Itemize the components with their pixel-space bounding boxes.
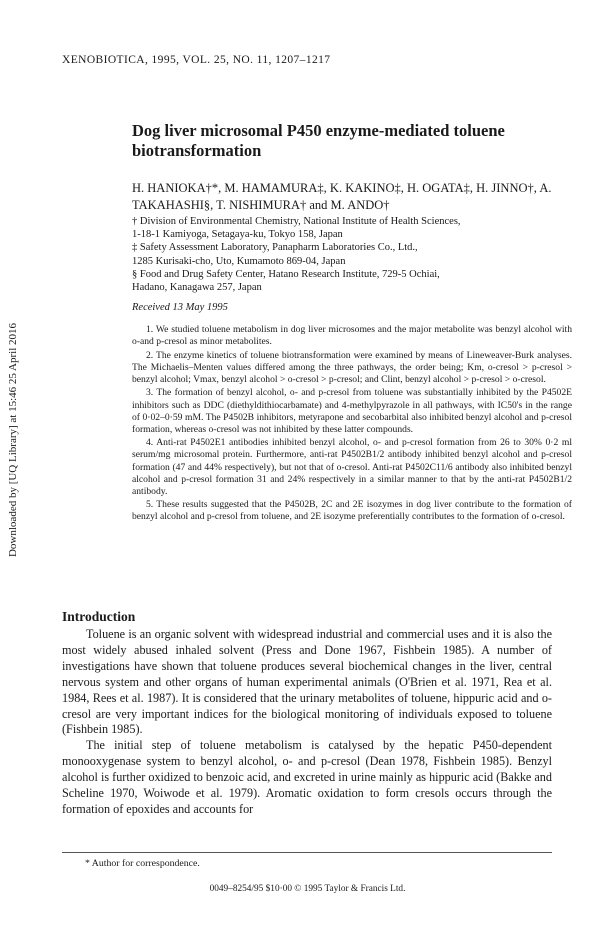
affiliation-line: 1285 Kurisaki-cho, Uto, Kumamoto 869-04, Japan [132,255,346,267]
abstract-point: 1. We studied toluene metabolism in dog liver microsomes and the major metabolite was benzyl alcohol with o-and p-cresol as minor metabolites. [132,324,572,348]
abstract [132,324,572,525]
running-head: XENOBIOTICA, 1995, VOL. 25, NO. 11, 1207–1217 [62,54,331,66]
download-watermark-text: Downloaded by [UQ Library] at 15:46 25 April 2016 [7,322,19,558]
section-heading-introduction: Introduction [62,609,136,624]
article-title: Dog liver microsomal P450 enzyme-mediated toluene biotransformation [132,121,505,160]
introduction-body [62,627,552,818]
download-watermark [1,230,25,650]
correspondence-footnote: * Author for correspondence. [85,858,200,869]
abstract-point: 2. The enzyme kinetics of toluene biotransformation were examined by means of Lineweaver-Burk analyses. The Michaelis–Menten values differed among the three pathways, the order being; Km, o-cresol > p-cresol > benzyl alcohol; Vmax, benzyl alcohol > o-cresol > p-cresol; and Clint, benzyl alcohol > p-cresol > o-cresol. [132,349,572,385]
copyright-line: 0049–8254/95 $10·00 © 1995 Taylor & Francis Ltd. [209,884,406,894]
affiliation-line: ‡ Safety Assessment Laboratory, Panapharm Laboratories Co., Ltd., [132,242,418,254]
body-paragraph: Toluene is an organic solvent with widespread industrial and commercial uses and it is also the most widely abused inhaled solvent (Press and Done 1967, Fishbein 1985). A number of investigations have shown that toluene produces several biochemical changes in the liver, central nervous system and other organs of human experimental animals (O'Brien et al. 1971, Rea et al. 1984, Rees et al. 1987). It is considered that the urinary metabolites of toluene, hippuric acid and o-cresol are very important indices for the biological monitoring of individuals exposed to toluene (Fishbein 1985). [62,627,552,737]
affiliation-line: 1-18-1 Kamiyoga, Setagaya-ku, Tokyo 158, Japan [132,229,343,241]
author-list: H. HANIOKA†*, M. HAMAMURA‡, K. KAKINO‡, H. OGATA‡, H. JINNO†, A. TAKAHASHI§, T. NISHIMURA† and M. ANDO† [132,181,552,212]
affiliations [132,215,572,294]
abstract-point: 3. The formation of benzyl alcohol, o- and p-cresol from toluene was substantially inhibited by the P4502E inhibitors such as DDC (diethyldithiocarbamate) and 4-methylpyrazole in all pathways, with IC50's in the range of 0·02–0·59 mM. The P4502B inhibitors, metyrapone and secobarbital also inhibited benzyl alcohol and p-cresol formation, whereas o-cresol was not inhibited by these latter compounds. [132,387,572,435]
abstract-point: 5. These results suggested that the P4502B, 2C and 2E isozymes in dog liver contribute to the formation of benzyl alcohol and p-cresol from toluene, and 2E isozyme preferentially contributes to the formation of o-cresol. [132,499,572,523]
footnote-rule [62,852,552,853]
body-paragraph: The initial step of toluene metabolism is catalysed by the hepatic P450-dependent monooxygenase system to benzyl alcohol, o- and p-cresol (Dean 1978, Fishbein 1985). Benzyl alcohol is further oxidized to benzoic acid, and excreted in urine mainly as hippuric acid (Bakke and Scheline 1970, Woiwode et al. 1979). Aromatic oxidation to form cresols occurs through the formation of epoxides and accounts for [62,738,552,816]
received-date: Received 13 May 1995 [132,302,228,313]
affiliation-line: † Division of Environmental Chemistry, National Institute of Health Sciences, [132,216,461,227]
abstract-point: 4. Anti-rat P4502E1 antibodies inhibited benzyl alcohol, o- and p-cresol formation from 26 to 30% 0·2 ml serum/mg microsomal protein. Furthermore, anti-rat P4502B1/2 antibody inhibited benzyl alcohol and p-cresol formation (47 and 44% respectively), but not that of o-cresol. Anti-rat P4502C11/6 antibody also inhibited benzyl alcohol and p-cresol formation 31 and 24% respectively in a similar manner to that by the anti-rat P4502B1/2 antibody. [132,437,572,497]
affiliation-line: § Food and Drug Safety Center, Hatano Research Institute, 729-5 Ochiai, [132,268,440,280]
affiliation-line: Hadano, Kanagawa 257, Japan [132,282,262,294]
